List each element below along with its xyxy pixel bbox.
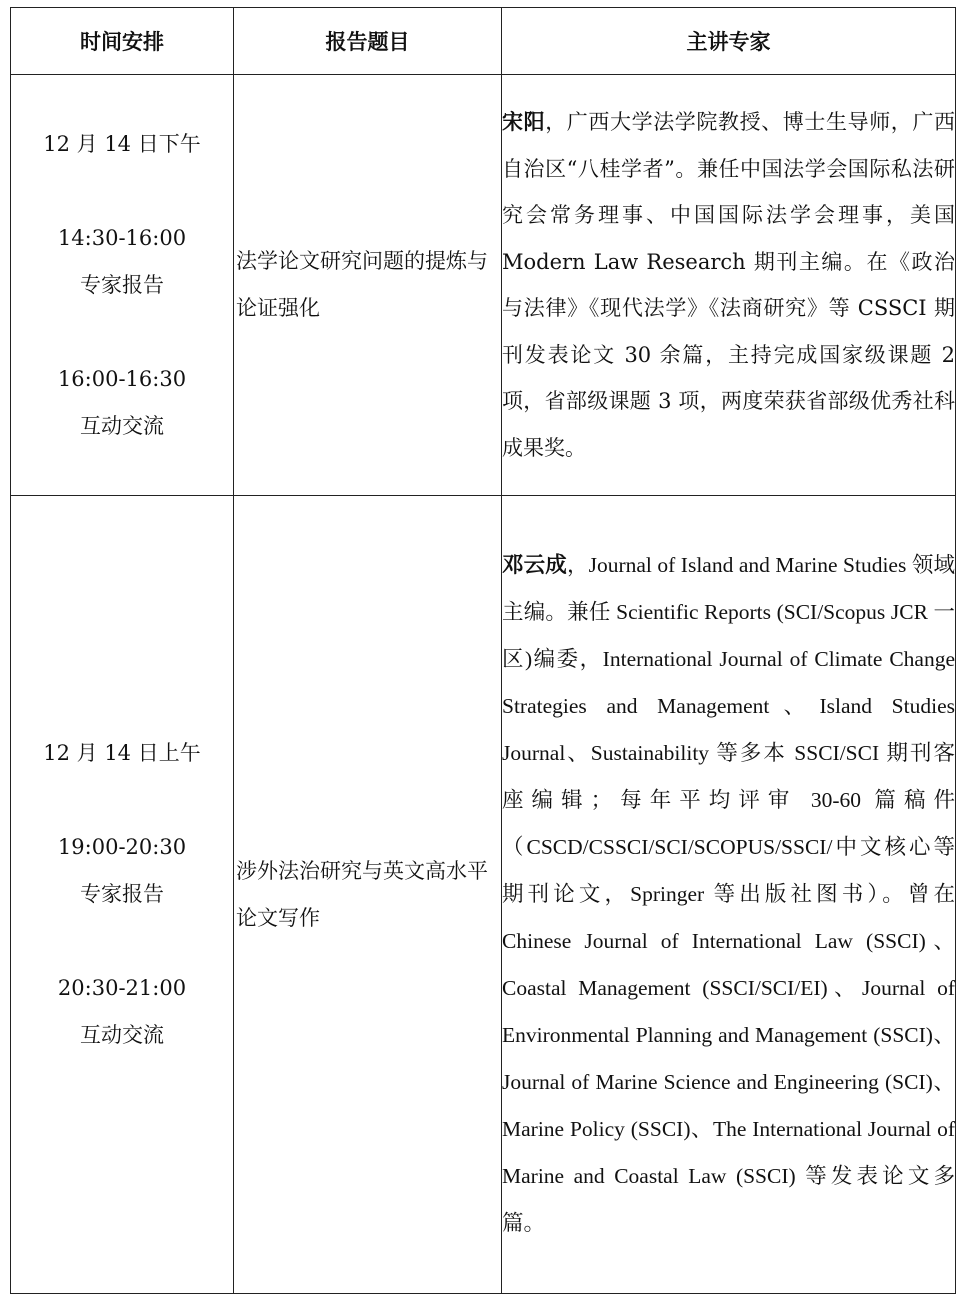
expert-bio: ，Journal of Island and Marine Studies 领域主编。兼任 Scientific Reports (SCI/Scopus JCR 一区)编委，International Journal of Climate Change Strategies and Management、Island Studies Journal、Sustainability 等多本 SSCI/SCI 期刊客座编辑；每年平均评审 30-60 篇稿件（CSCD/CSSCI/SCI/SCOPUS/SSCI/中文核心等期刊论文，Springer 等出版社图书）。曾在 Chinese Journal of International Law (SSCI)、Coastal Management (SSCI/SCI/EI)、Journal of Environmental Planning and Management (SSCI)、Journal of Marine Science and Engineering (SCI)、Marine Policy (SSCI)、The International Journal of Marine and Coastal Law (SSCI) 等发表论文多篇。	[502, 553, 955, 1235]
report-time: 19:00-20:30	[57, 835, 187, 859]
table-header-row	[11, 8, 956, 75]
time-cell	[11, 75, 234, 496]
table-row	[11, 496, 956, 1294]
expert-name: 宋阳	[502, 110, 546, 134]
report-label: 专家报告	[80, 272, 164, 297]
qa-label: 互动交流	[80, 1023, 164, 1047]
expert-cell	[502, 496, 956, 1294]
schedule-table	[10, 7, 956, 1294]
expert-bio: ，广西大学法学院教授、博士生导师，广西自治区“八桂学者”。兼任中国法学会国际私法研究会常务理事、中国国际法学会理事，美国 Modern Law Research 期刊主编。在《政治与法律》《现代法学》《法商研究》等 CSSCI 期刊发表论文 30 余篇，主持完成国家级课题 2 项，省部级课题 3 项，两度荣获省部级优秀社科成果奖。	[502, 110, 956, 460]
expert-name: 邓云成	[502, 553, 567, 578]
header-expert: 主讲专家	[502, 8, 956, 75]
topic-cell	[234, 75, 502, 496]
report-topic: 法学论文研究问题的提炼与论证强化	[236, 249, 488, 320]
qa-label: 互动交流	[80, 413, 164, 438]
report-label: 专家报告	[80, 882, 164, 906]
session-date: 12 月 14 日上午	[43, 741, 201, 765]
table-row	[11, 75, 956, 496]
qa-time: 20:30-21:00	[57, 976, 187, 1000]
session-date: 12 月 14 日下午	[43, 131, 201, 156]
topic-cell	[234, 496, 502, 1294]
report-topic: 涉外法治研究与英文高水平论文写作	[236, 858, 488, 930]
header-topic: 报告题目	[234, 8, 502, 75]
qa-time: 16:00-16:30	[57, 366, 187, 391]
report-time: 14:30-16:00	[57, 225, 187, 250]
time-cell	[11, 496, 234, 1294]
header-time: 时间安排	[11, 8, 234, 75]
expert-cell	[502, 75, 956, 496]
